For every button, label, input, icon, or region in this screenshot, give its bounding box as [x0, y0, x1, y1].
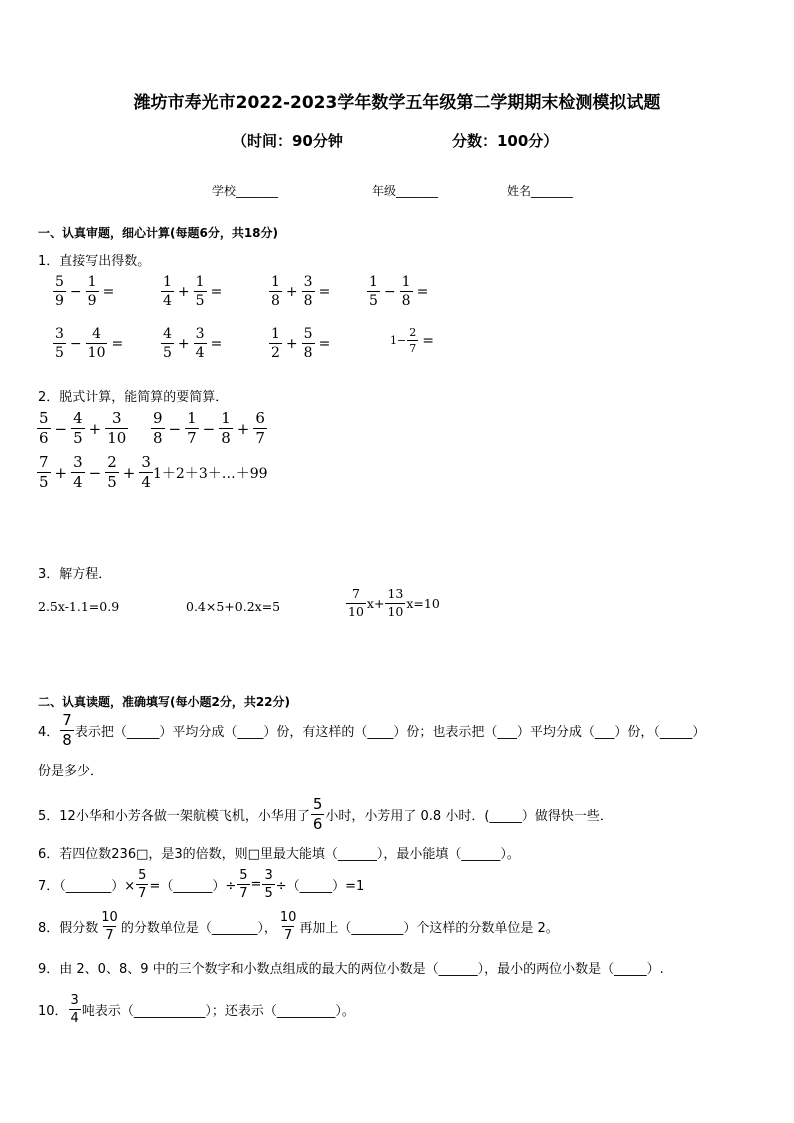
equation-1: 2.5x-1.1=0.9 — [38, 599, 120, 614]
calc-expression-3: $\frac{7}{5}$ + $\frac{3}{4}$ − $\frac{2}{5}$ + $\frac{3}{4}$ — [39, 453, 151, 491]
question-7: 7．（_______）× $\frac{5}{7}$ =（______）÷ $\frac{5}{7}$ = $\frac{3}{5}$ ÷（_____）=1 — [38, 868, 365, 901]
mental-calc-item: $\frac{3}{5}$ − $\frac{4}{10}$ = — [55, 326, 124, 361]
mental-calc-item: $\frac{5}{9}$ − $\frac{1}{9}$ = — [55, 274, 115, 309]
fraction: $\frac{1}{7}$ — [187, 409, 197, 447]
question-6: 6．若四位数236□，是3的倍数，则□里最大能填（______），最小能填（______）。 — [38, 847, 520, 862]
fraction: $\frac{3}{4}$ — [195, 326, 205, 361]
fraction: $\frac{5}{6}$ — [312, 795, 323, 833]
question-5: 5．12小华和小芳各做一架航模飞机，小华用了 $\frac{5}{6}$ 小时，小芳用了 0.8 小时．(_____）做得快一些． — [38, 795, 613, 833]
fraction: $\frac{1}{9}$ — [87, 274, 97, 309]
question-4-continuation: 份是多少． — [38, 764, 104, 779]
fraction: $\frac{1}{4}$ — [163, 274, 172, 309]
question-10: 10． $\frac{3}{4}$ 吨表示（___________）；还表示（_________）。 — [38, 993, 355, 1026]
fraction: $\frac{3}{5}$ — [55, 326, 64, 361]
fraction: $\frac{2}{7}$ — [409, 326, 417, 355]
question-4-text: 表示把（_____）平均分成（____）份，有这样的（____）份；也表示把（___）平均分成（___）份，（_____） — [74, 725, 706, 740]
fraction: $\frac{13}{10}$ — [387, 586, 404, 619]
fraction: $\frac{10}{7}$ — [101, 910, 118, 943]
mental-calc-item: $\frac{1}{4}$ + $\frac{1}{5}$ = — [163, 274, 223, 309]
fraction: $\frac{1}{8}$ — [401, 274, 411, 309]
fraction: $\frac{1}{2}$ — [271, 326, 280, 361]
question-2-label: 2．脱式计算，能简算的要简算． — [38, 390, 229, 405]
fraction: $\frac{5}{6}$ — [39, 409, 49, 447]
mental-calc-item: $\frac{1}{2}$ + $\frac{5}{8}$ = — [271, 326, 331, 361]
calc-expression-1: $\frac{5}{6}$ − $\frac{4}{5}$ + $\frac{3}{10}$ — [39, 409, 127, 447]
question-8: 8．假分数 $\frac{10}{7}$ 的分数单位是（_______）， $\frac{10}{7}$ 再加上（________）个这样的分数单位是 2。 — [38, 910, 559, 943]
grade-field: 年级_______ — [372, 184, 439, 198]
question-1-label: 1．直接写出得数。 — [38, 254, 151, 269]
fraction: $\frac{3}{4}$ — [141, 453, 151, 491]
fraction: $\frac{5}{8}$ — [303, 326, 313, 361]
question-9: 9．由 2、0、8、9 中的三个数字和小数点组成的最大的两位小数是（______），最小的两位小数是（_____）. — [38, 962, 664, 977]
calc-expression-4: 1＋2＋3＋…＋99 — [153, 466, 268, 482]
fraction: $\frac{5}{9}$ — [55, 274, 64, 309]
fraction: $\frac{10}{7}$ — [279, 910, 297, 943]
fraction: $\frac{1}{5}$ — [369, 274, 378, 309]
equation-3: $\frac{7}{10}$ x+ $\frac{13}{10}$ x=10 — [348, 586, 440, 619]
mental-calc-item: $\frac{1}{5}$ − $\frac{1}{8}$ = — [369, 274, 429, 309]
fraction: $\frac{4}{10}$ — [87, 326, 106, 361]
page-title: 潍坊市寿光市2022-2023学年数学五年级第二学期期末检测模拟试题 — [133, 93, 661, 113]
fraction: $\frac{3}{4}$ — [70, 993, 79, 1026]
mental-calc-item: $\frac{4}{5}$ + $\frac{3}{4}$ = — [163, 326, 223, 361]
calc-expression-2: $\frac{9}{8}$ − $\frac{1}{7}$ − $\frac{1}{8}$ + $\frac{6}{7}$ — [153, 409, 265, 447]
fraction: $\frac{1}{8}$ — [271, 274, 280, 309]
fraction: $\frac{1}{8}$ — [221, 409, 231, 447]
question-4 — [38, 713, 705, 748]
equation-2: 0.4×5+0.2x=5 — [186, 599, 281, 614]
fraction: $\frac{5}{7}$ — [138, 868, 147, 901]
fraction: $\frac{7}{10}$ — [348, 586, 364, 619]
fraction: $\frac{2}{5}$ — [107, 453, 117, 491]
section-2-heading: 二、认真读题，准确填写(每小题2分，共22分) — [38, 695, 291, 709]
name-field: 姓名_______ — [507, 184, 574, 198]
fraction: $\frac{6}{7}$ — [255, 409, 265, 447]
fraction: $\frac{4}{5}$ — [163, 326, 172, 361]
mental-calc-item: $\frac{1}{8}$ + $\frac{3}{8}$ = — [271, 274, 331, 309]
question-4-number: 4． — [38, 725, 60, 740]
fraction: $\frac{1}{5}$ — [195, 274, 205, 309]
fraction: $\frac{9}{8}$ — [153, 409, 163, 447]
mental-calc-item: 1− $\frac{2}{7}$ = — [390, 326, 434, 355]
fraction: $\frac{3}{8}$ — [303, 274, 313, 309]
fraction: $\frac{3}{10}$ — [107, 409, 127, 447]
fraction: $\frac{4}{5}$ — [73, 409, 83, 447]
fraction: $\frac{7}{5}$ — [39, 453, 49, 491]
school-field: 学校_______ — [212, 184, 279, 198]
question-3-label: 3．解方程． — [38, 567, 112, 582]
exam-score: 分数：100分） — [452, 132, 559, 150]
fraction: $\frac{3}{5}$ — [264, 868, 273, 901]
fraction: $\frac{7}{8}$ — [62, 711, 72, 749]
exam-time: （时间：90分钟 — [232, 132, 343, 150]
fraction: $\frac{3}{4}$ — [73, 453, 83, 491]
section-1-heading: 一、认真审题，细心计算(每题6分，共18分) — [38, 226, 279, 240]
fraction: $\frac{5}{7}$ — [239, 868, 248, 901]
